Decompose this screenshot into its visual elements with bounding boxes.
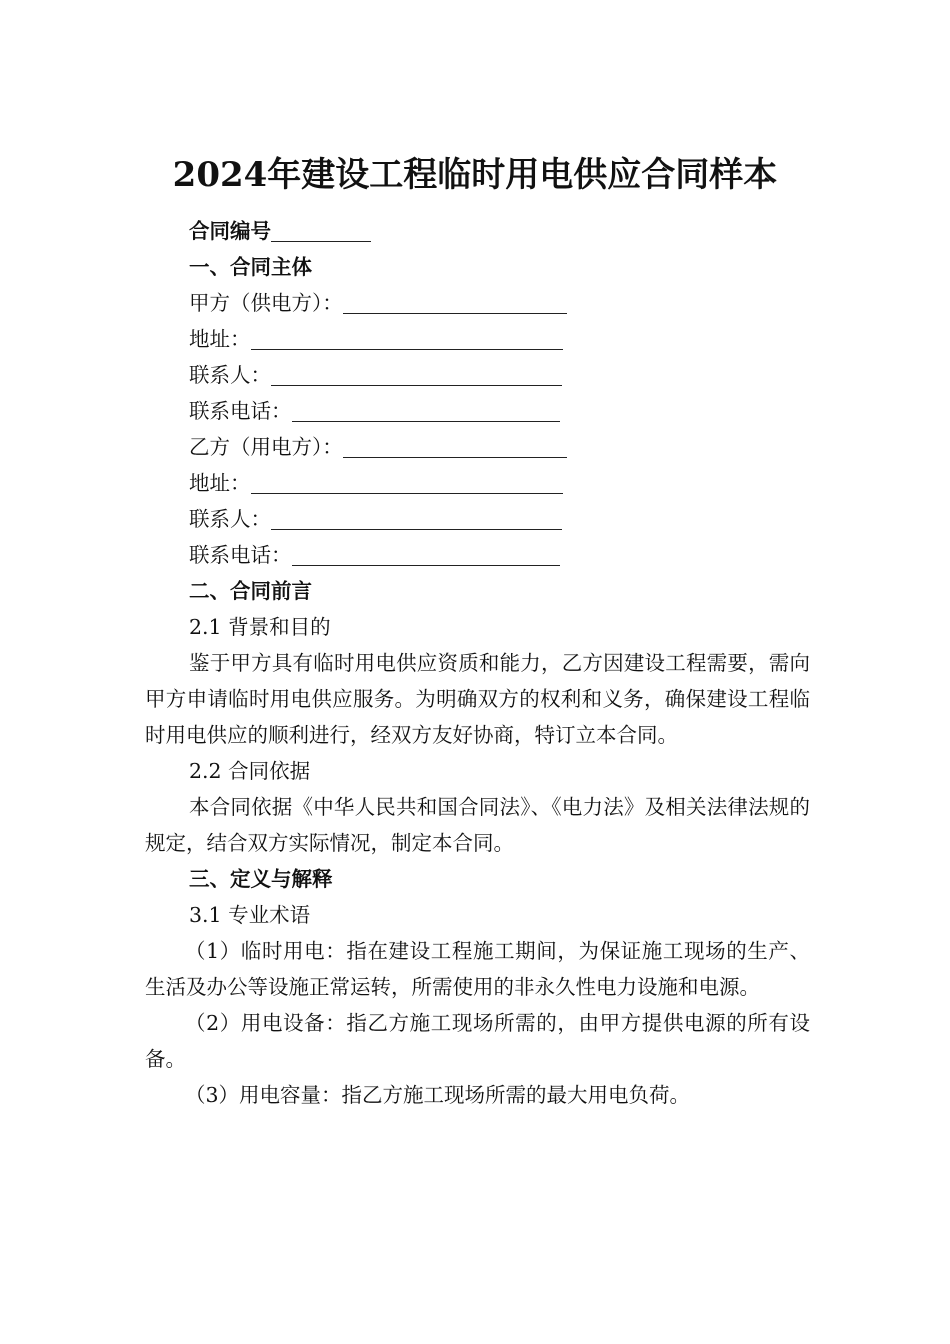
party-a-contact-label: 联系人：: [189, 363, 271, 387]
section-2-1-heading: 2.1 背景和目的: [189, 615, 331, 639]
contract-number-line: [145, 213, 810, 249]
party-a-label: 甲方（供电方）：: [189, 291, 343, 315]
party-a-phone-line: [145, 393, 810, 429]
definition-2: （2）用电设备：指乙方施工现场所需的，由甲方提供电源的所有设备。: [145, 1011, 810, 1071]
section-3-1-heading: 3.1 专业术语: [189, 903, 311, 927]
party-a-phone-blank: [292, 399, 560, 422]
party-b-address-label: 地址：: [189, 471, 251, 495]
party-b-line: [145, 429, 810, 465]
party-a-contact-blank: [271, 363, 562, 386]
party-b-address-line: [145, 465, 810, 501]
party-b-label: 乙方（用电方）：: [189, 435, 343, 459]
party-a-contact-line: [145, 357, 810, 393]
party-a-blank: [343, 291, 567, 314]
section-2-2-heading: 2.2 合同依据: [189, 759, 311, 783]
party-b-phone-label: 联系电话：: [189, 543, 292, 567]
party-a-line: [145, 285, 810, 321]
section-2-1-paragraph: 鉴于甲方具有临时用电供应资质和能力，乙方因建设工程需要，需向甲方申请临时用电供应服务。为明确双方的权利和义务，确保建设工程临时用电供应的顺利进行，经双方友好协商，特订立本合同。: [145, 651, 810, 747]
party-b-blank: [343, 435, 567, 458]
party-b-contact-label: 联系人：: [189, 507, 271, 531]
party-a-address-line: [145, 321, 810, 357]
party-a-address-blank: [251, 327, 563, 350]
section-1-heading: 一、合同主体: [189, 255, 312, 279]
section-2-heading: 二、合同前言: [189, 579, 312, 603]
party-b-address-blank: [251, 471, 563, 494]
party-b-contact-line: [145, 501, 810, 537]
party-b-phone-blank: [292, 543, 560, 566]
party-b-phone-line: [145, 537, 810, 573]
definition-1: （1）临时用电：指在建设工程施工期间，为保证施工现场的生产、生活及办公等设施正常运转，所需使用的非永久性电力设施和电源。: [145, 939, 810, 999]
definition-3: （3）用电容量：指乙方施工现场所需的最大用电负荷。: [185, 1083, 691, 1107]
party-a-phone-label: 联系电话：: [189, 399, 292, 423]
party-b-contact-blank: [271, 507, 562, 530]
document-body: [145, 213, 810, 1113]
contract-number-blank: [271, 219, 371, 242]
party-a-address-label: 地址：: [189, 327, 251, 351]
contract-number-label: 合同编号: [189, 219, 271, 243]
document-title: 2024年建设工程临时用电供应合同样本: [172, 155, 778, 195]
section-3-heading: 三、定义与解释: [189, 867, 333, 891]
section-2-2-paragraph: 本合同依据《中华人民共和国合同法》、《电力法》及相关法律法规的规定，结合双方实际情况，制定本合同。: [145, 795, 810, 855]
